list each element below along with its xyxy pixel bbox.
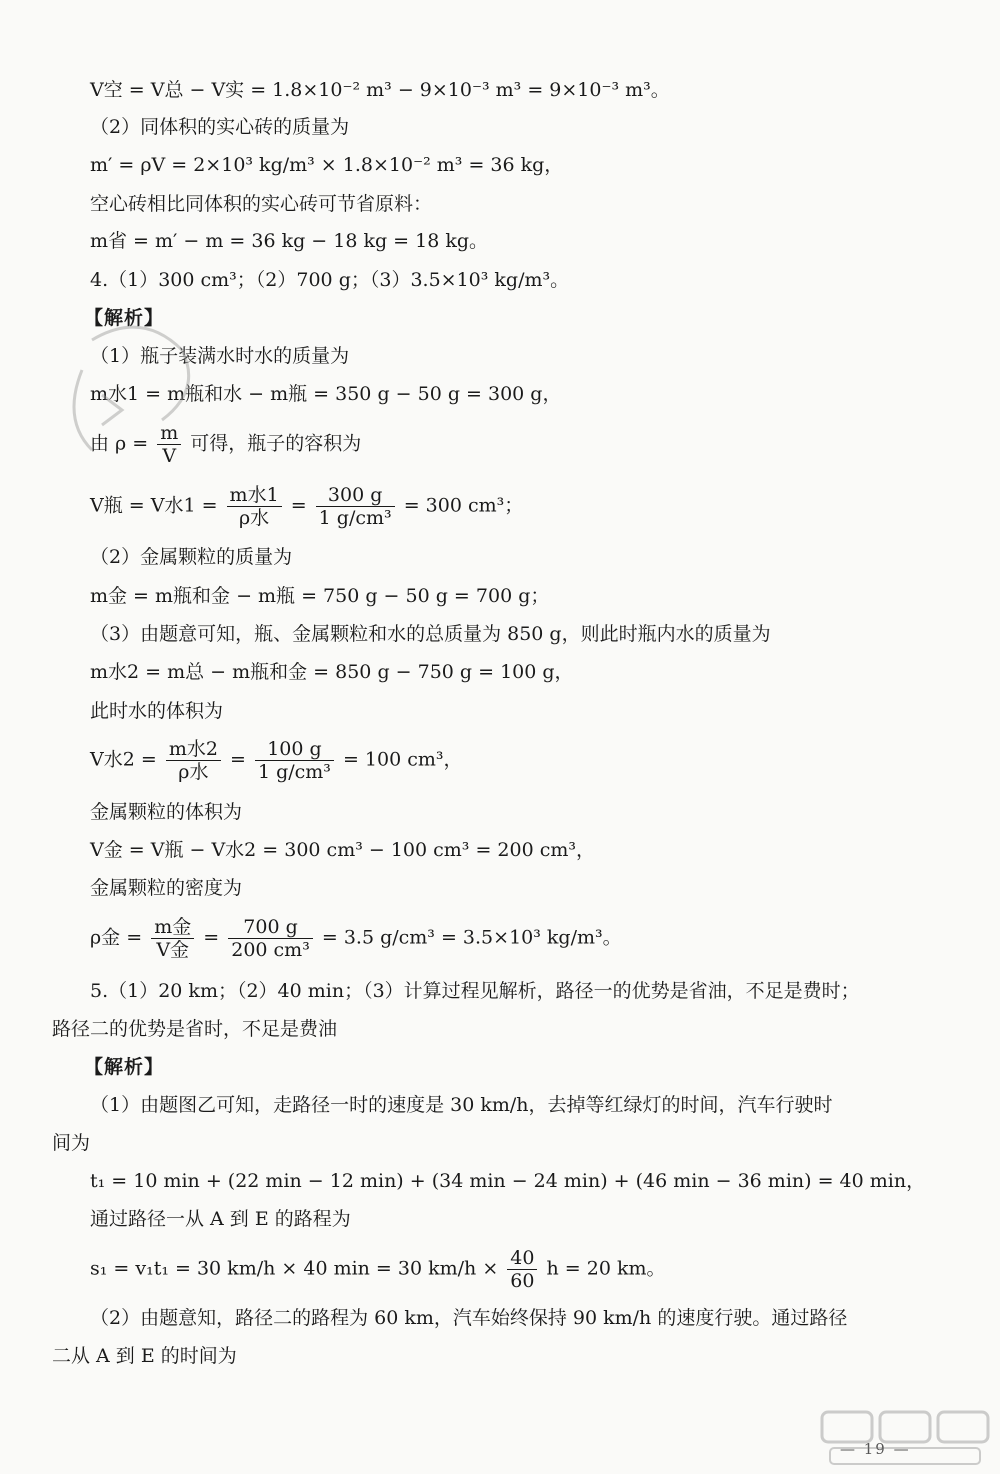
denominator: ρ水 [178,761,209,783]
numerator: m金 [151,916,194,939]
text-line: （2）由题意知，路径二的路程为 60 km，汽车始终保持 90 km/h 的速度行驶。通过路径 [90,1307,848,1329]
text-fragment: h = 20 km。 [546,1257,666,1280]
text-line: 金属颗粒的密度为 [90,877,243,899]
text-line: 此时水的体积为 [90,700,224,722]
text-fragment: s₁ = v₁t₁ = 30 km/h × 40 min = 30 km/h × [90,1257,499,1280]
text-line: m′ = ρV = 2×10³ kg/m³ × 1.8×10⁻² m³ = 36 kg， [90,154,564,176]
text-line: m省 = m′ − m = 36 kg − 18 kg = 18 kg。 [90,230,489,252]
text-line: （1）瓶子装满水时水的质量为 [90,345,350,367]
text-line: m金 = m瓶和金 − m瓶 = 750 g − 50 g = 700 g； [90,585,550,607]
analysis-heading: 【解析】 [84,1056,165,1078]
fraction [227,484,282,529]
answer-line: 4.（1）300 cm³；（2）700 g；（3）3.5×10³ kg/m³。 [90,269,570,291]
numerator: 700 g [228,916,313,939]
text-fragment: = [203,926,220,949]
text-fragment: 可得，瓶子的容积为 [190,432,362,455]
text-line: 二从 A 到 E 的时间为 [52,1345,237,1367]
text-line: 路径二的优势是省时，不足是费油 [52,1018,338,1040]
answer-line: 5.（1）20 km；（2）40 min；（3）计算过程见解析，路径一的优势是省油，不足是费时； [90,980,860,1002]
text-line: （2）同体积的实心砖的质量为 [90,116,350,138]
denominator: 200 cm³ [231,939,310,961]
numerator: 100 g [255,738,334,761]
formula-line [90,916,622,961]
text-line: 通过路径一从 A 到 E 的路程为 [90,1208,351,1230]
fraction [228,916,313,961]
text-fragment: = [290,494,307,517]
text-fragment: V水2 = [90,748,157,771]
text-line: t₁ = 10 min + (22 min − 12 min) + (34 min − 24 min) + (46 min − 36 min) = 40 min， [90,1170,926,1192]
watermark-logo-icon [820,1408,990,1468]
denominator: ρ水 [239,507,270,529]
numerator: 40 [507,1247,537,1270]
denominator: 1 g/cm³ [257,761,331,783]
denominator: V金 [156,939,190,961]
numerator: m [157,422,181,445]
fraction [151,916,194,961]
fraction [255,738,334,783]
text-line: V空 = V总 − V实 = 1.8×10⁻² m³ − 9×10⁻³ m³ = 9×10⁻³ m³。 [90,79,670,101]
numerator: 300 g [316,484,395,507]
text-fragment: 由 ρ = [90,432,149,455]
text-line: 金属颗粒的体积为 [90,801,243,823]
fraction [316,484,395,529]
text-fragment: = 3.5 g/cm³ = 3.5×10³ kg/m³。 [321,926,622,949]
denominator: V [162,445,177,467]
text-line: 间为 [52,1132,91,1154]
numerator: m水2 [166,738,221,761]
fraction [507,1247,537,1292]
formula-line [90,1247,666,1292]
text-line: （2）金属颗粒的质量为 [90,546,293,568]
formula-line [90,738,463,783]
text-line: m水1 = m瓶和水 − m瓶 = 350 g − 50 g = 300 g， [90,383,562,405]
text-line: 空心砖相比同体积的实心砖可节省原料： [90,193,433,215]
analysis-heading: 【解析】 [84,307,165,329]
text-line: （3）由题意可知，瓶、金属颗粒和水的总质量为 850 g，则此时瓶内水的质量为 [90,623,771,645]
text-line: （1）由题图乙可知，走路径一时的速度是 30 km/h，去掉等红绿灯的时间，汽车行驶时 [90,1094,833,1116]
page-number: — 19 — [840,1440,911,1458]
text-line: m水2 = m总 − m瓶和金 = 850 g − 750 g = 100 g， [90,661,574,683]
stamp-mark-icon [52,310,202,500]
text-line: V金 = V瓶 − V水2 = 300 cm³ − 100 cm³ = 200 cm³， [90,839,595,861]
denominator: 60 [510,1270,535,1292]
denominator: 1 g/cm³ [318,507,392,529]
fraction [166,738,221,783]
text-fragment: = 300 cm³； [403,494,524,517]
text-fragment: = [229,748,246,771]
text-fragment: V瓶 = V水1 = [90,494,218,517]
text-fragment: = 100 cm³， [342,748,463,771]
numerator: m水1 [227,484,282,507]
text-fragment: ρ金 = [90,926,143,949]
